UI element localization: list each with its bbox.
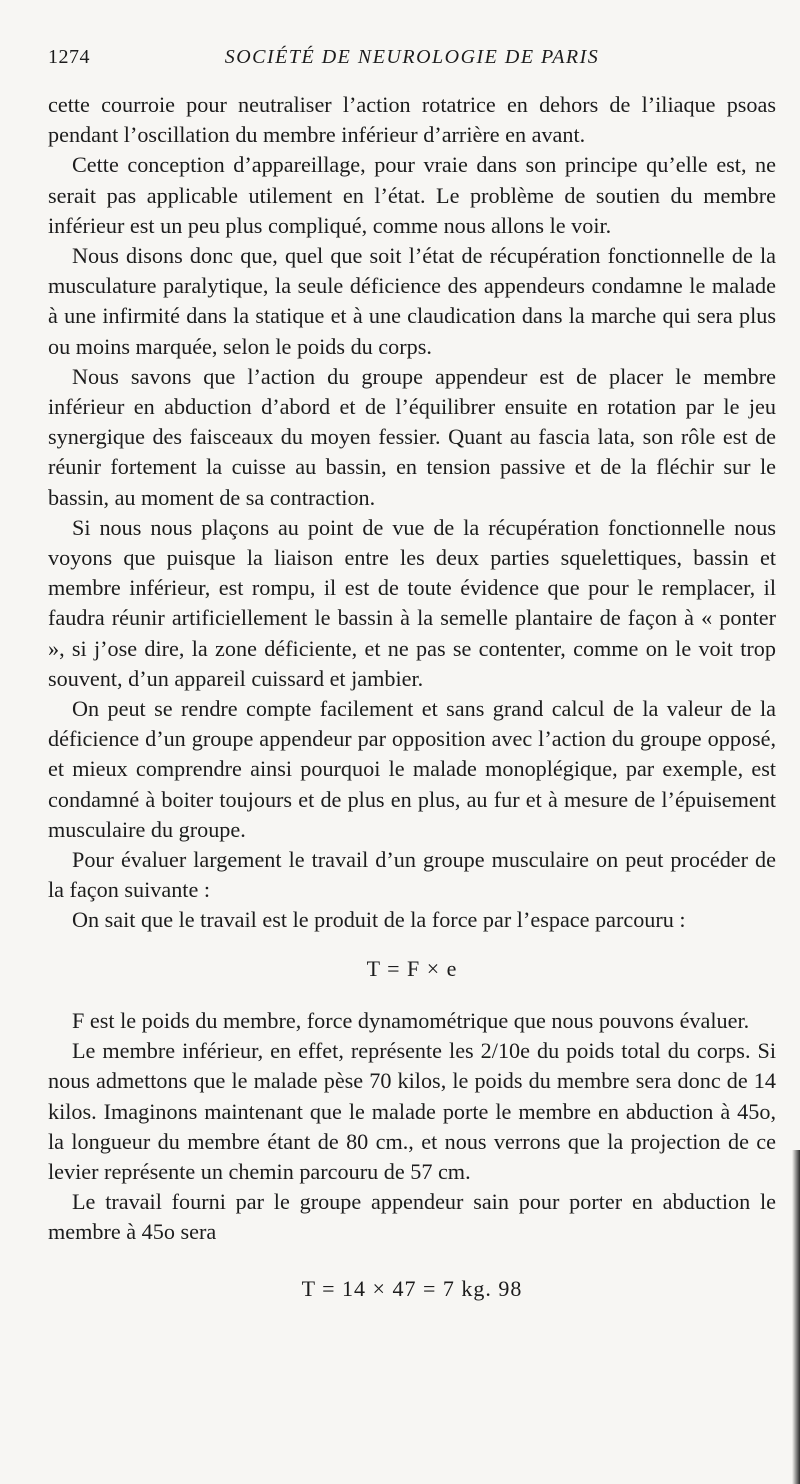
book-page [48, 46, 776, 1326]
paragraph: F est le poids du membre, force dynamométrique que nous pouvons évaluer. [72, 1007, 750, 1033]
running-header [48, 46, 776, 76]
paragraph: Nous savons que l’action du groupe appendeur est de placer le membre inférieur en abduction d’abord et de l’équilibrer ensuite en rotation par le jeu synergique des faisceaux du moyen fessier. Quant au fascia lata, son rôle est de réunir fortement la cuisse au bassin, en tension passive et de la fléchir sur le bassin, au moment de sa contraction. [48, 363, 776, 510]
paragraph: On peut se rendre compte facilement et sans grand calcul de la valeur de la déficience d’un groupe appendeur par opposition avec l’action du groupe opposé, et mieux comprendre ainsi pourquoi le malade monoplégique, par exemple, est condamné à boiter toujours et de plus en plus, au fur et à mesure de l’épuisement musculaire du groupe. [48, 696, 776, 842]
paragraph: Le travail fourni par le groupe appendeur sain pour porter en abduction le membre à 45o sera [48, 1189, 776, 1245]
body-text [48, 90, 776, 1304]
paragraph: cette courroie pour neutraliser l’action rotatrice en dehors de l’iliaque psoas pendant l’oscillation du membre inférieur d’arrière en avant. [48, 92, 776, 148]
page-number: 1274 [48, 46, 90, 68]
book-spine-shadow [792, 1150, 800, 1484]
formula-result: T = 14 × 47 = 7 kg. 98 [301, 1275, 523, 1301]
paragraph: Si nous nous plaçons au point de vue de la récupération fonctionnelle nous voyons que puisque la liaison entre les deux parties squelettiques, bassin et membre inférieur, est rompu, il est de toute évidence que pour le remplacer, il faudra réunir artificiellement le bassin à la semelle plantaire de façon à « ponter », si j’ose dire, la zone déficiente, et ne pas se contenter, comme on le voit trop souvent, d’un appareil cuissard et jambier. [48, 514, 776, 691]
paragraph: Cette conception d’appareillage, pour vraie dans son principe qu’elle est, ne serait pas applicable utilement en l’état. Le problème de soutien du membre inférieur est un peu plus compliqué, comme nous allons le voir. [48, 152, 776, 238]
paragraph: Pour évaluer largement le travail d’un groupe musculaire on peut procéder de la façon suivante : [48, 847, 776, 903]
paragraph: On sait que le travail est le produit de la force par l’espace parcouru : [72, 907, 686, 933]
paragraph: Le membre inférieur, en effet, représente les 2/10e du poids total du corps. Si nous admettons que le malade pèse 70 kilos, le poids du membre sera donc de 14 kilos. Imaginons maintenant que le malade porte le membre en abduction à 45o, la longueur du membre étant de 80 cm., et nous verrons que la projection de ce levier représente un chemin parcouru de 57 cm. [48, 1038, 776, 1184]
running-title: SOCIÉTÉ DE NEUROLOGIE DE PARIS [224, 46, 600, 68]
paragraph: Nous disons donc que, quel que soit l’état de récupération fonctionnelle de la musculature paralytique, la seule déficience des appendeurs condamne le malade à une infirmité dans la statique et à une claudication dans la marche qui sera plus ou moins marquée, selon le poids du corps. [48, 243, 776, 359]
formula-work: T = F × e [366, 955, 458, 981]
